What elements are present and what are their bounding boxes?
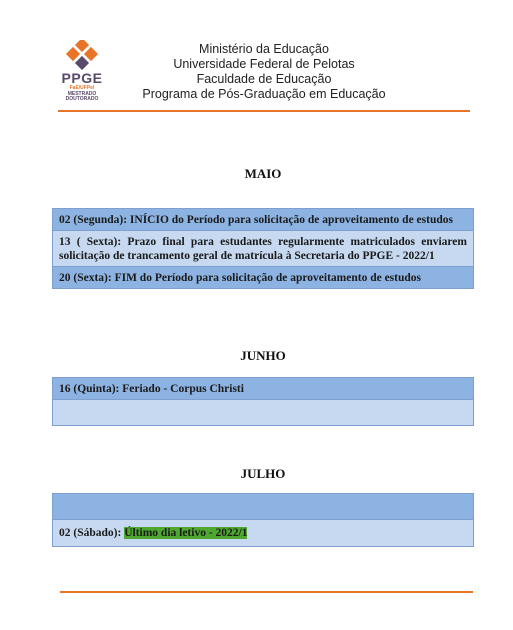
highlighted-event: Último dia letivo - 2022/1	[124, 527, 248, 539]
ministry-line: Ministério da Educação	[199, 42, 329, 56]
logo-text: PPGE	[61, 70, 103, 86]
event-date: 02 (Sábado):	[59, 527, 125, 539]
table-row: 20 (Sexta): FIM do Período para solicitação de aproveitamento de estudos	[52, 267, 474, 289]
month-heading-maio: MAIO	[244, 166, 282, 181]
month-heading-julho: JULHO	[240, 466, 286, 481]
table-row: 02 (Segunda): INÍCIO do Período para solicitação de aproveitamento de estudos	[52, 209, 474, 231]
logo-subtitle: MESTRADO	[67, 91, 97, 97]
calendar-table-junho	[52, 377, 474, 426]
table-row: 16 (Quinta): Feriado - Corpus Christi	[52, 378, 474, 400]
faculty-line: Faculdade de Educação	[196, 72, 332, 86]
table-row-empty	[52, 494, 474, 520]
calendar-table-julho	[52, 493, 474, 547]
table-row: 13 ( Sexta): Prazo final para estudantes regularmente matriculados enviarem solicitação de trancamento geral de matrícula à Secretaria do PPGE - 2022/1	[52, 231, 474, 267]
institution-block	[114, 42, 414, 102]
logo-subtitle: DOUTORADO	[65, 96, 99, 102]
table-row	[52, 520, 474, 547]
logo-subtitle: FaE/UFPel	[69, 85, 95, 91]
ppge-logo-icon	[63, 40, 101, 70]
header-divider	[58, 110, 470, 112]
document-header	[52, 38, 472, 108]
program-line: Programa de Pós-Graduação em Educação	[142, 87, 386, 101]
month-heading-junho: JUNHO	[240, 348, 286, 363]
calendar-table-maio	[52, 208, 474, 289]
footer-divider	[60, 591, 473, 593]
ppge-logo	[54, 40, 110, 102]
university-line: Universidade Federal de Pelotas	[173, 57, 355, 71]
table-row-empty	[52, 400, 474, 426]
